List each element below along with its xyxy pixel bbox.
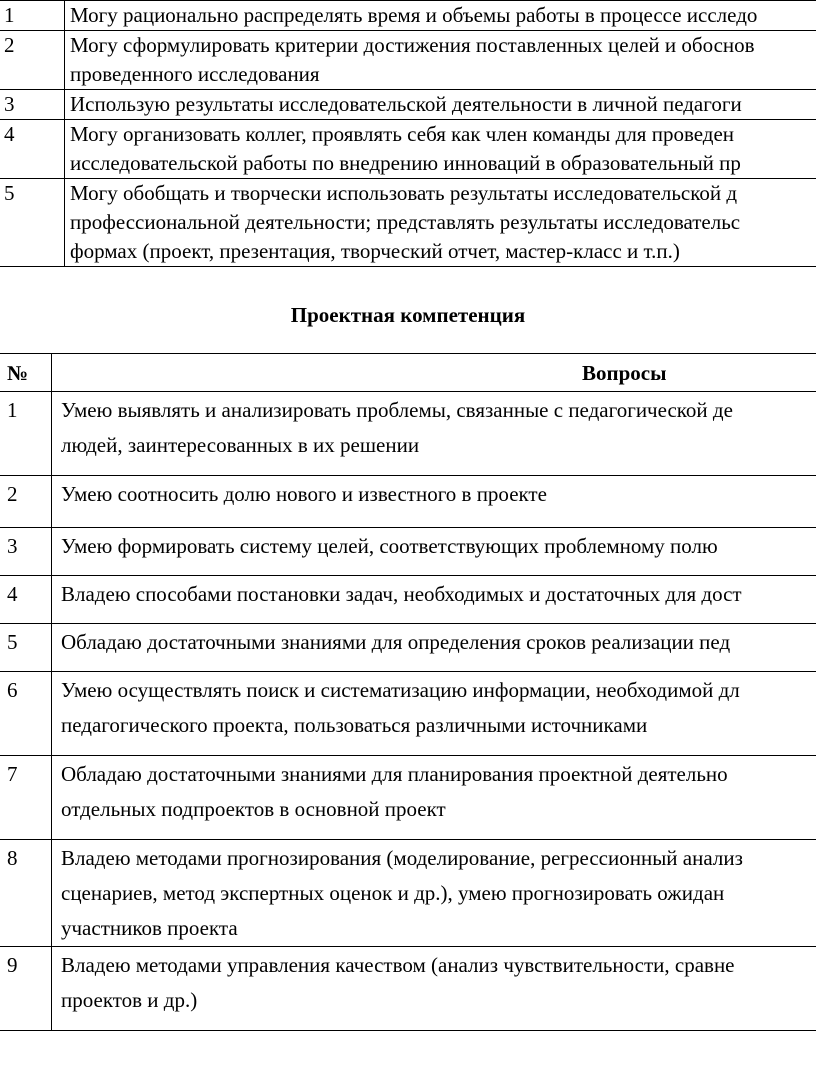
row-number: 1 [0,392,52,476]
research-competence-table-body [0,1,816,267]
row-number: 3 [0,90,65,120]
question-line: проектов и др.) [61,988,198,1012]
question-line: Могу обобщать и творчески использовать результаты исследовательской д [70,181,738,205]
section-heading: Проектная компетенция [290,303,526,327]
question-line: Умею осуществлять поиск и систематизацию информации, необходимой дл [61,678,740,702]
question-line: профессиональной деятельности; представлять результаты исследовательс [70,210,741,234]
question-text [65,31,816,90]
table-row [0,179,816,267]
row-number: 6 [0,672,52,756]
row-number: 9 [0,947,52,1031]
question-text [52,528,816,576]
table-header-row [0,354,816,392]
question-line: участников проекта [61,916,238,940]
question-line: исследовательской работы по внедрению инноваций в образовательный пр [70,151,741,175]
table-row [0,392,816,476]
question-text [65,90,816,120]
question-line: Обладаю достаточными знаниями для планирования проектной деятельно [61,762,728,786]
table-row [0,624,816,672]
question-text [52,576,816,624]
row-number: 3 [0,528,52,576]
row-number: 5 [0,624,52,672]
row-number: 4 [0,120,65,179]
question-line: Владею способами постановки задач, необходимых и достаточных для дост [61,582,742,606]
question-text [52,476,816,528]
question-text [52,672,816,756]
table-row [0,672,816,756]
project-competence-table [0,353,816,1031]
question-line: сценариев, метод экспертных оценок и др.), умею прогнозировать ожидан [61,881,725,905]
table-row [0,120,816,179]
row-number: 1 [0,1,65,31]
research-competence-table [0,0,816,267]
table-row [0,756,816,840]
question-line: Могу организовать коллег, проявлять себя как член команды для проведен [70,122,735,146]
table-row [0,840,816,947]
question-text [52,392,816,476]
question-line: Владею методами прогнозирования (моделирование, регрессионный анализ [61,846,743,870]
question-line: Использую результаты исследовательской деятельности в личной педагоги [70,92,742,116]
question-line: Умею выявлять и анализировать проблемы, связанные с педагогической де [61,398,733,422]
question-line: отдельных подпроектов в основной проект [61,797,446,821]
question-text [52,624,816,672]
row-number: 7 [0,756,52,840]
table-row [0,528,816,576]
header-number: № [0,354,52,392]
question-line: Могу рационально распределять время и объемы работы в процессе исследо [70,3,758,27]
table-row [0,947,816,1031]
row-number: 2 [0,31,65,90]
question-line: людей, заинтересованных в их решении [61,433,420,457]
row-number: 8 [0,840,52,947]
row-number: 4 [0,576,52,624]
question-text [52,947,816,1031]
table-row [0,576,816,624]
question-line: Могу сформулировать критерии достижения поставленных целей и обоснов [70,33,755,57]
table-row [0,31,816,90]
project-competence-table-body [0,392,816,1031]
row-number: 5 [0,179,65,267]
question-line: проведенного исследования [70,62,320,86]
question-line: Владею методами управления качеством (анализ чувствительности, сравне [61,953,735,977]
question-text [65,120,816,179]
question-line: Умею соотносить долю нового и известного в проекте [61,482,547,506]
header-questions: Вопросы [52,354,816,392]
question-text [52,840,816,947]
row-number: 2 [0,476,52,528]
question-line: педагогического проекта, пользоваться различными источниками [61,713,648,737]
table-row [0,90,816,120]
question-text [65,1,816,31]
table-row [0,1,816,31]
question-line: формах (проект, презентация, творческий отчет, мастер-класс и т.п.) [70,239,680,263]
question-text [65,179,816,267]
question-line: Умею формировать систему целей, соответствующих проблемному полю [61,534,718,558]
table-row [0,476,816,528]
question-line: Обладаю достаточными знаниями для определения сроков реализации пед [61,630,731,654]
question-text [52,756,816,840]
